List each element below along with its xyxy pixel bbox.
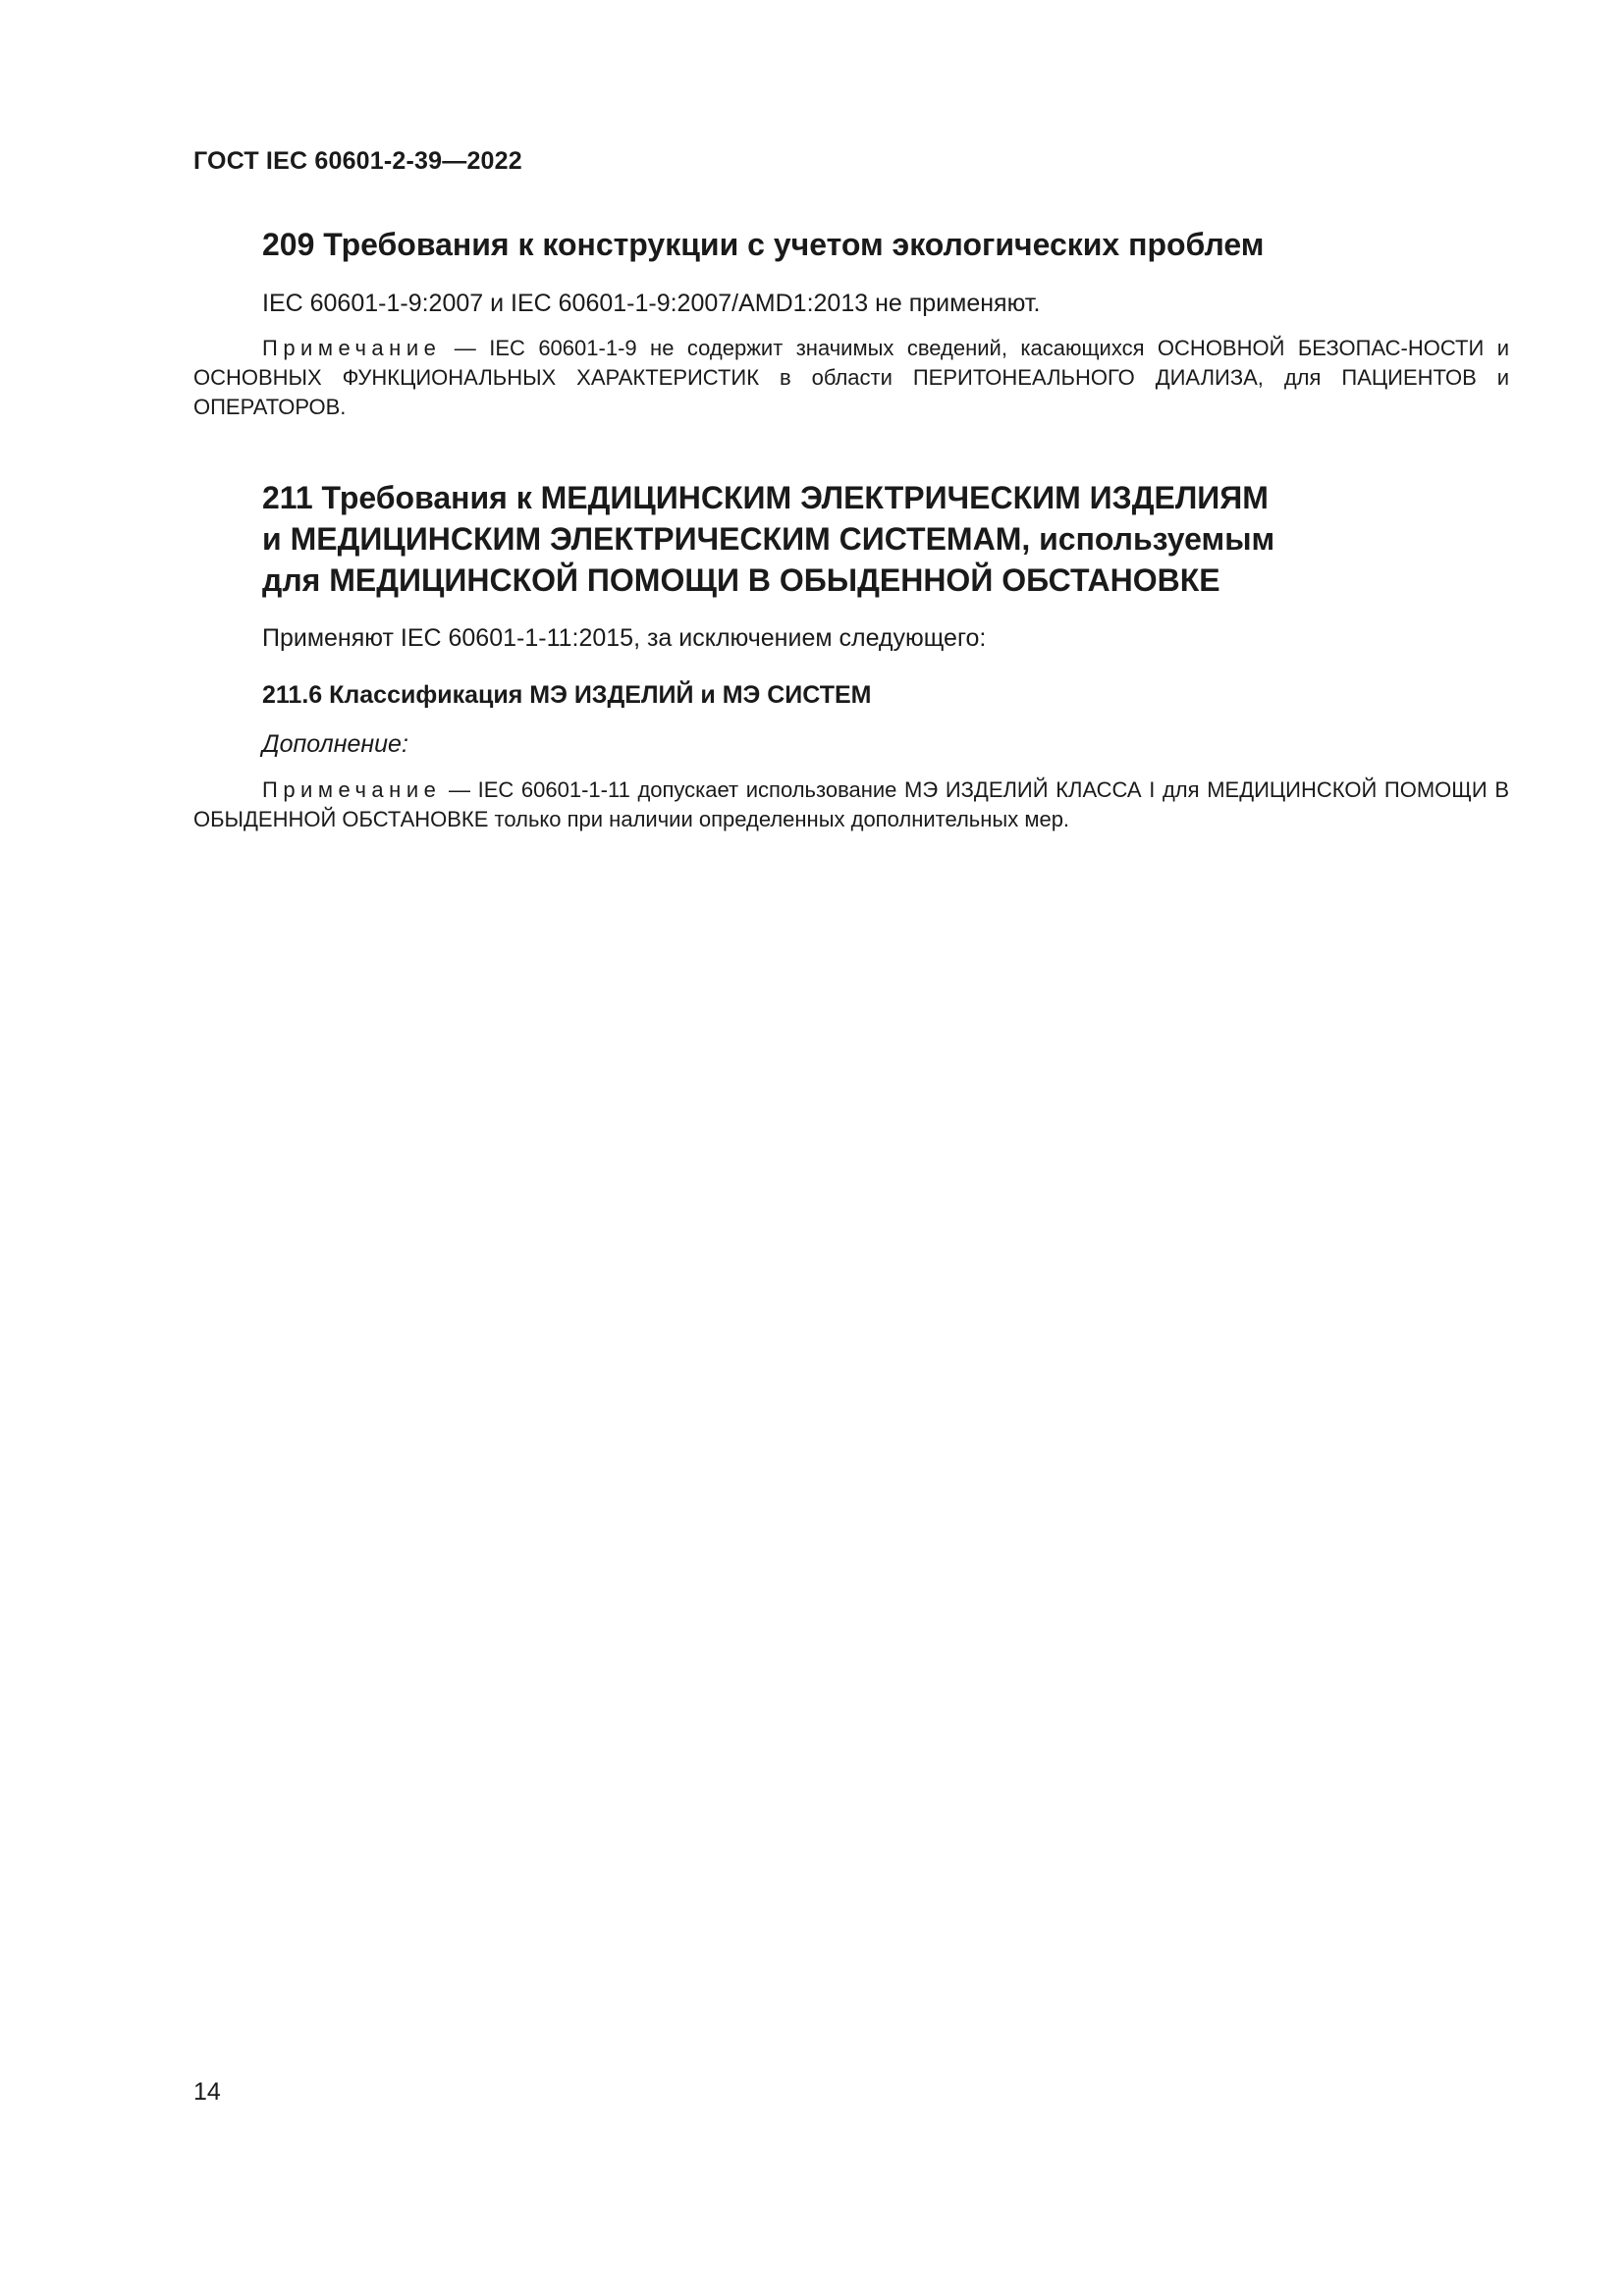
section-211-heading-line-1: 211 Требования к МЕДИЦИНСКИМ ЭЛЕКТРИЧЕСКИМ ИЗДЕЛИЯМ [262,480,1269,515]
page-number: 14 [193,2078,221,2106]
section-211-note [193,775,1509,834]
note-text: — IEC 60601-1-11 допускает использование МЭ ИЗДЕЛИЙ КЛАССА I для МЕДИЦИНСКОЙ ПОМОЩИ В ОБЫДЕННОЙ ОБСТАНОВКЕ только при наличии определенных дополнительных мер. [193,777,1509,831]
section-211-heading-line-2: и МЕДИЦИНСКИМ ЭЛЕКТРИЧЕСКИМ СИСТЕМАМ, используемым [262,521,1275,557]
subsection-211-6-heading: 211.6 Классификация МЭ ИЗДЕЛИЙ и МЭ СИСТЕМ [262,681,872,709]
document-code-header: ГОСТ IEC 60601-2-39—2022 [193,147,522,175]
section-209-heading: 209 Требования к конструкции с учетом экологических проблем [262,227,1265,262]
section-211-heading [262,477,1440,601]
section-209-note [193,334,1509,422]
addition-label: Дополнение: [262,730,408,758]
note-label: Примечание [262,777,442,802]
section-211-text: Применяют IEC 60601-1-11:2015, за исключением следующего: [262,624,987,652]
section-209-text: IEC 60601-1-9:2007 и IEC 60601-1-9:2007/AMD1:2013 не применяют. [262,290,1041,317]
note-label: Примечание [262,336,442,360]
note-text: — IEC 60601-1-9 не содержит значимых сведений, касающихся ОСНОВНОЙ БЕЗОПАС-НОСТИ и ОСНОВНЫХ ФУНКЦИОНАЛЬНЫХ ХАРАКТЕРИСТИК в области ПЕРИТОНЕАЛЬНОГО ДИАЛИЗА, для ПАЦИЕНТОВ и ОПЕРАТОРОВ. [193,336,1509,419]
section-211-heading-line-3: для МЕДИЦИНСКОЙ ПОМОЩИ В ОБЫДЕННОЙ ОБСТАНОВКЕ [262,562,1220,598]
